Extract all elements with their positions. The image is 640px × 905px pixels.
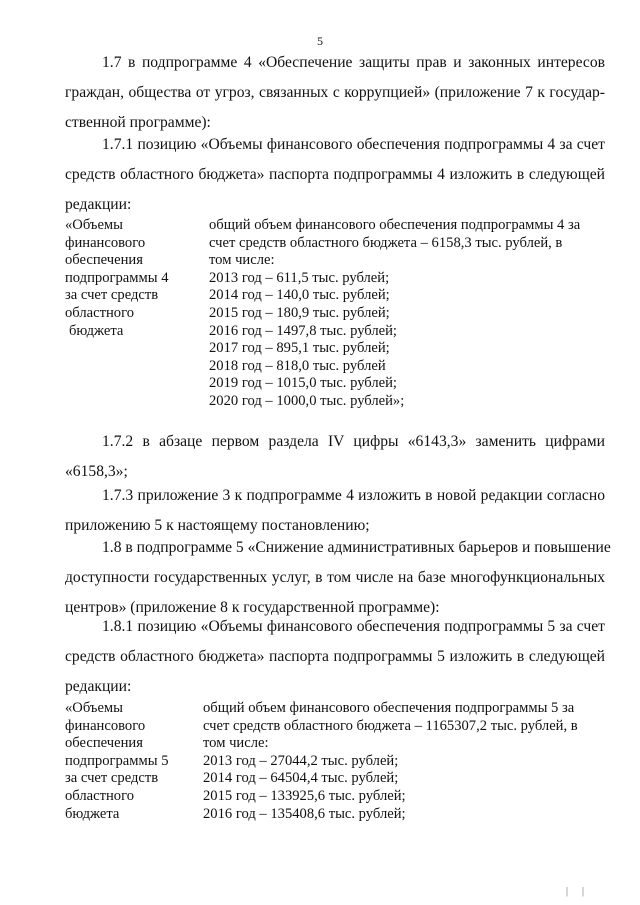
scan-mark: | <box>582 886 585 897</box>
financing-label <box>65 217 195 340</box>
paragraph-1-8-1 <box>65 612 605 702</box>
value-line: том числе: <box>203 735 269 752</box>
label-line: финансового <box>65 717 146 734</box>
paragraph-line: редакции: <box>65 678 132 695</box>
value-line: 2015 год – 133925,6 тыс. рублей; <box>203 787 406 804</box>
paragraph-line: доступности государственных услуг, в том числе на базе многофункциональных <box>65 569 605 586</box>
value-line: 2015 год – 180,9 тыс. рублей; <box>209 304 390 321</box>
financing-values <box>209 217 609 411</box>
financing-values <box>203 700 603 823</box>
paragraph-line: 1.7.1 позицию «Объемы финансового обеспечения подпрограммы 4 за счет <box>102 136 605 153</box>
page-number: 5 <box>317 34 323 48</box>
paragraph-line: граждан, общества от угроз, связанных с коррупцией» (приложение 7 к государ- <box>65 84 605 101</box>
label-line: обеспечения <box>65 735 143 752</box>
label-line: за счет средств <box>65 287 159 304</box>
value-line: 2019 год – 1015,0 тыс. рублей; <box>209 375 397 392</box>
value-line: счет средств областного бюджета – 1165307,2 тыс. рублей, в <box>203 717 578 734</box>
paragraph-line: центров» (приложение 8 к государственной программе): <box>65 599 440 616</box>
value-line: 2013 год – 27044,2 тыс. рублей; <box>203 752 399 769</box>
value-line: общий объем финансового обеспечения подпрограммы 5 за <box>203 700 575 716</box>
paragraph-1-7-2 <box>65 427 605 487</box>
label-line: обеспечения <box>65 252 143 269</box>
paragraph-line: средств областного бюджета» паспорта подпрограммы 5 изложить в следующей <box>65 648 605 665</box>
label-line: бюджета <box>65 805 120 822</box>
paragraph-line: 1.7.2 в абзаце первом раздела IV цифры «6143,3» заменить цифрами <box>102 433 605 450</box>
paragraph-line: 1.8 в подпрограмме 5 «Снижение административных барьеров и повышение <box>102 539 611 556</box>
paragraph-line: 1.7.3 приложение 3 к подпрограмме 4 изложить в новой редакции согласно <box>102 487 605 504</box>
value-line: 2020 год – 1000,0 тыс. рублей»; <box>209 392 405 409</box>
paragraph-line: приложению 5 к настоящему постановлению; <box>65 517 370 534</box>
value-line: 2016 год – 135408,6 тыс. рублей; <box>203 805 406 822</box>
paragraph-line: «6158,3»; <box>65 463 128 480</box>
value-line: счет средств областного бюджета – 6158,3 тыс. рублей, в <box>209 234 563 251</box>
paragraph-line: ственной программе): <box>65 114 211 131</box>
paragraph-line: 1.8.1 позицию «Объемы финансового обеспечения подпрограммы 5 за счет <box>102 618 605 635</box>
paragraph-1-8 <box>65 533 611 623</box>
label-line: подпрограммы 4 <box>65 269 169 286</box>
label-line: бюджета <box>69 322 124 339</box>
label-line: областного <box>65 304 134 321</box>
paragraph-line: редакции: <box>65 196 132 213</box>
paragraph-1-7-3 <box>65 481 605 541</box>
scan-mark: | <box>566 886 569 897</box>
value-line: 2018 год – 818,0 тыс. рублей <box>209 357 386 374</box>
label-line: «Объемы <box>65 217 123 233</box>
paragraph-line: 1.7 в подпрограмме 4 «Обеспечение защиты прав и законных интересов <box>102 54 605 71</box>
label-line: «Объемы <box>65 700 123 716</box>
value-line: общий объем финансового обеспечения подпрограммы 4 за <box>209 217 581 233</box>
value-line: 2014 год – 64504,4 тыс. рублей; <box>203 770 399 787</box>
value-line: 2016 год – 1497,8 тыс. рублей; <box>209 322 397 339</box>
label-line: областного <box>65 787 134 804</box>
value-line: 2017 год – 895,1 тыс. рублей; <box>209 340 390 357</box>
paragraph-1-7-1 <box>65 130 605 220</box>
value-line: 2013 год – 611,5 тыс. рублей; <box>209 269 390 286</box>
paragraph-1-7 <box>65 48 605 138</box>
paragraph-line: средств областного бюджета» паспорта подпрограммы 4 изложить в следующей <box>65 166 605 183</box>
label-line: подпрограммы 5 <box>65 752 169 769</box>
label-line: за счет средств <box>65 770 159 787</box>
value-line: 2014 год – 140,0 тыс. рублей; <box>209 287 390 304</box>
label-line: финансового <box>65 234 146 251</box>
value-line: том числе: <box>209 252 275 269</box>
financing-label <box>65 700 195 823</box>
